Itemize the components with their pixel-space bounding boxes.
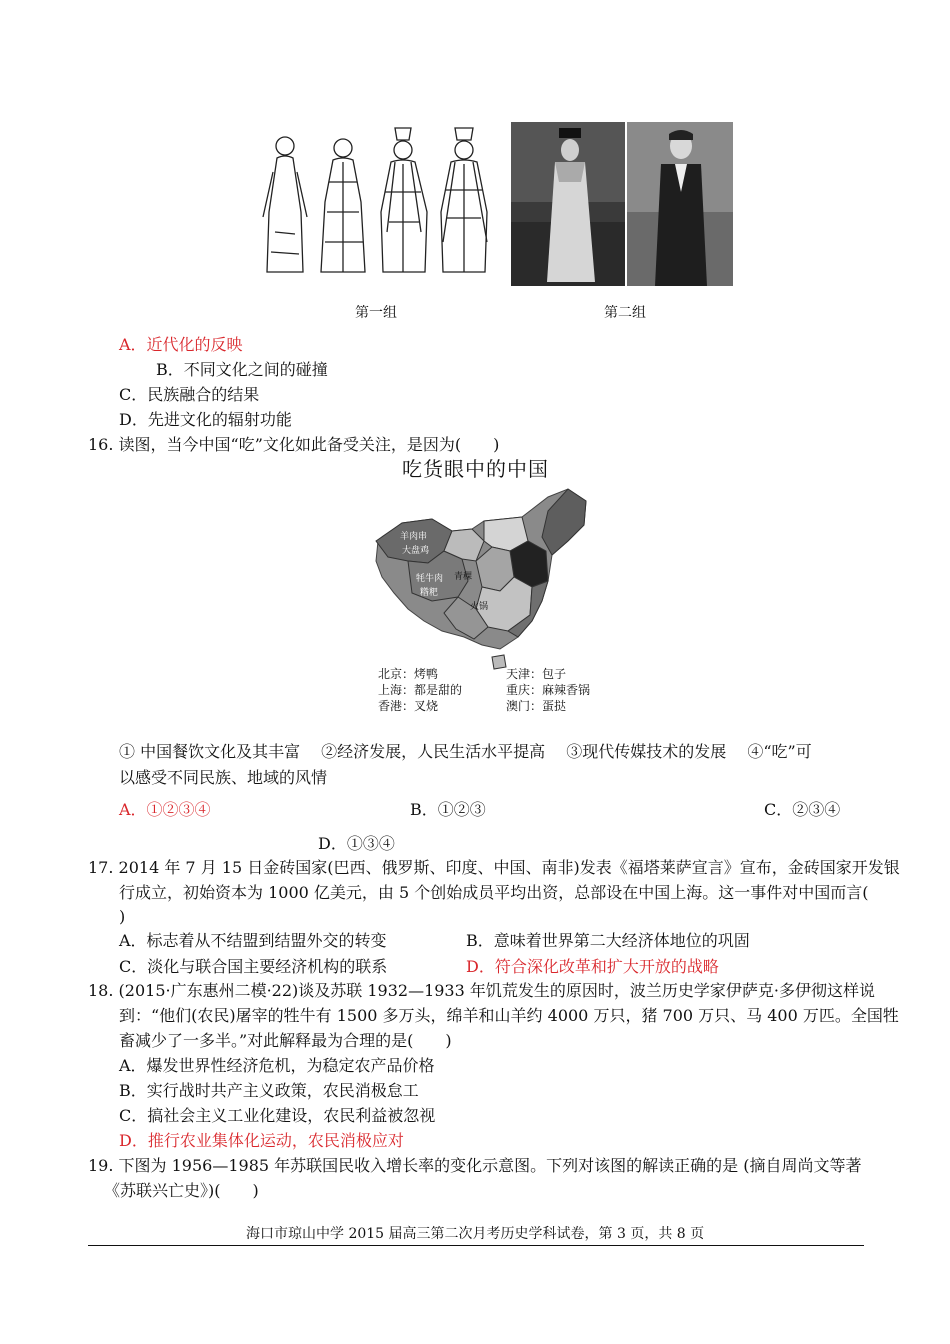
q18-stem-line3: 畜减少了一多半。”对此解释最为合理的是( )	[119, 1031, 452, 1050]
q15-option-a: A．近代化的反映	[119, 335, 243, 354]
map-region-label: 火锅	[470, 602, 489, 612]
q16-statements-line1: ① 中国餐饮文化及其丰富 ②经济发展，人民生活水平提高 ③现代传媒技术的发展 ④“吃”可	[119, 742, 812, 761]
q16-option-a: A．①②③④	[119, 800, 211, 819]
q16-statements-line2: 以感受不同民族、地域的风情	[119, 768, 328, 787]
q15-option-b: B．不同文化之间的碰撞	[156, 360, 328, 379]
q16-stem: 16. 读图，当今中国“吃”文化如此备受关注，是因为( )	[88, 435, 500, 454]
q17-stem-line3: )	[119, 907, 126, 926]
map-region-label: 大盘鸡	[402, 546, 430, 556]
q17-stem-line2: 行成立，初始资本为 1000 亿美元，由 5 个创始成员平均出资，总部设在中国上海。这一事件对中国而言(	[119, 883, 869, 902]
page-footer: 海口市琼山中学 2015 届高三第二次月考历史学科试卷，第 3 页，共 8 页	[246, 1226, 705, 1242]
q19-stem-line2: 《苏联兴亡史》)( )	[104, 1181, 259, 1200]
q18-stem-line2: 到：“他们(农民)屠宰的牲牛有 1500 多万头，绵羊和山羊约 4000 万只，猪 700 万只、马 400 万匹。全国牲	[119, 1006, 899, 1025]
q16-option-b: B．①②③	[410, 800, 486, 819]
q16-option-c: C．②③④	[764, 800, 841, 819]
q18-option-c: C．搞社会主义工业化建设，农民利益被忽视	[119, 1106, 436, 1125]
q17-option-a: A．标志着从不结盟到结盟外交的转变	[119, 931, 387, 950]
q18-option-a: A．爆发世界性经济危机，为稳定农产品价格	[119, 1056, 435, 1075]
qing-woman-photo	[511, 122, 625, 286]
map-region-label: 羊肉串	[400, 532, 428, 542]
map-region-label: 糌粑	[420, 588, 439, 598]
china-food-map	[372, 481, 612, 681]
q17-option-d: D．符合深化改革和扩大开放的战略	[466, 957, 719, 976]
q16-option-d: D．①③④	[318, 834, 395, 853]
legend-chongqing: 重庆：麻辣香锅	[506, 683, 591, 697]
ancient-figures-illustration	[255, 122, 505, 286]
legend-tianjin: 天津：包子	[506, 667, 567, 681]
q17-option-b: B．意味着世界第二大经济体地位的巩固	[466, 931, 750, 950]
attire-figure	[255, 122, 735, 288]
q15-option-d: D．先进文化的辐射功能	[119, 410, 292, 429]
q17-stem-line1: 17. 2014 年 7 月 15 日金砖国家(巴西、俄罗斯、印度、中国、南非)发表《福塔莱萨宣言》宣布，金砖国家开发银	[88, 858, 900, 877]
legend-shanghai: 上海：都是甜的	[378, 683, 463, 697]
figure-caption-group2: 第二组	[604, 305, 646, 321]
q18-option-b: B．实行战时共产主义政策，农民消极怠工	[119, 1081, 419, 1100]
q17-option-c: C．淡化与联合国主要经济机构的联系	[119, 957, 388, 976]
q15-option-c: C．民族融合的结果	[119, 385, 260, 404]
food-map-figure	[372, 453, 612, 715]
legend-beijing: 北京：烤鸭	[378, 667, 439, 681]
map-region-label: 青稞	[454, 572, 473, 582]
suited-man-photo	[627, 122, 733, 286]
map-region-label: 牦牛肉	[416, 574, 444, 584]
q18-stem-line1: 18. (2015·广东惠州二模·22)谈及苏联 1932—1933 年饥荒发生的原因时，波兰历史学家伊萨克·多伊彻这样说	[88, 981, 875, 1000]
q18-option-d: D．推行农业集体化运动，农民消极应对	[119, 1131, 404, 1150]
map-title: 吃货眼中的中国	[402, 457, 549, 481]
footer-rule	[88, 1245, 864, 1246]
legend-macau: 澳门：蛋挞	[506, 699, 567, 713]
q19-stem-line1: 19. 下图为 1956—1985 年苏联国民收入增长率的变化示意图。下列对该图的解读正确的是 (摘自周尚文等著	[88, 1156, 862, 1175]
legend-hongkong: 香港：叉烧	[378, 699, 439, 713]
figure-caption-group1: 第一组	[355, 305, 397, 321]
